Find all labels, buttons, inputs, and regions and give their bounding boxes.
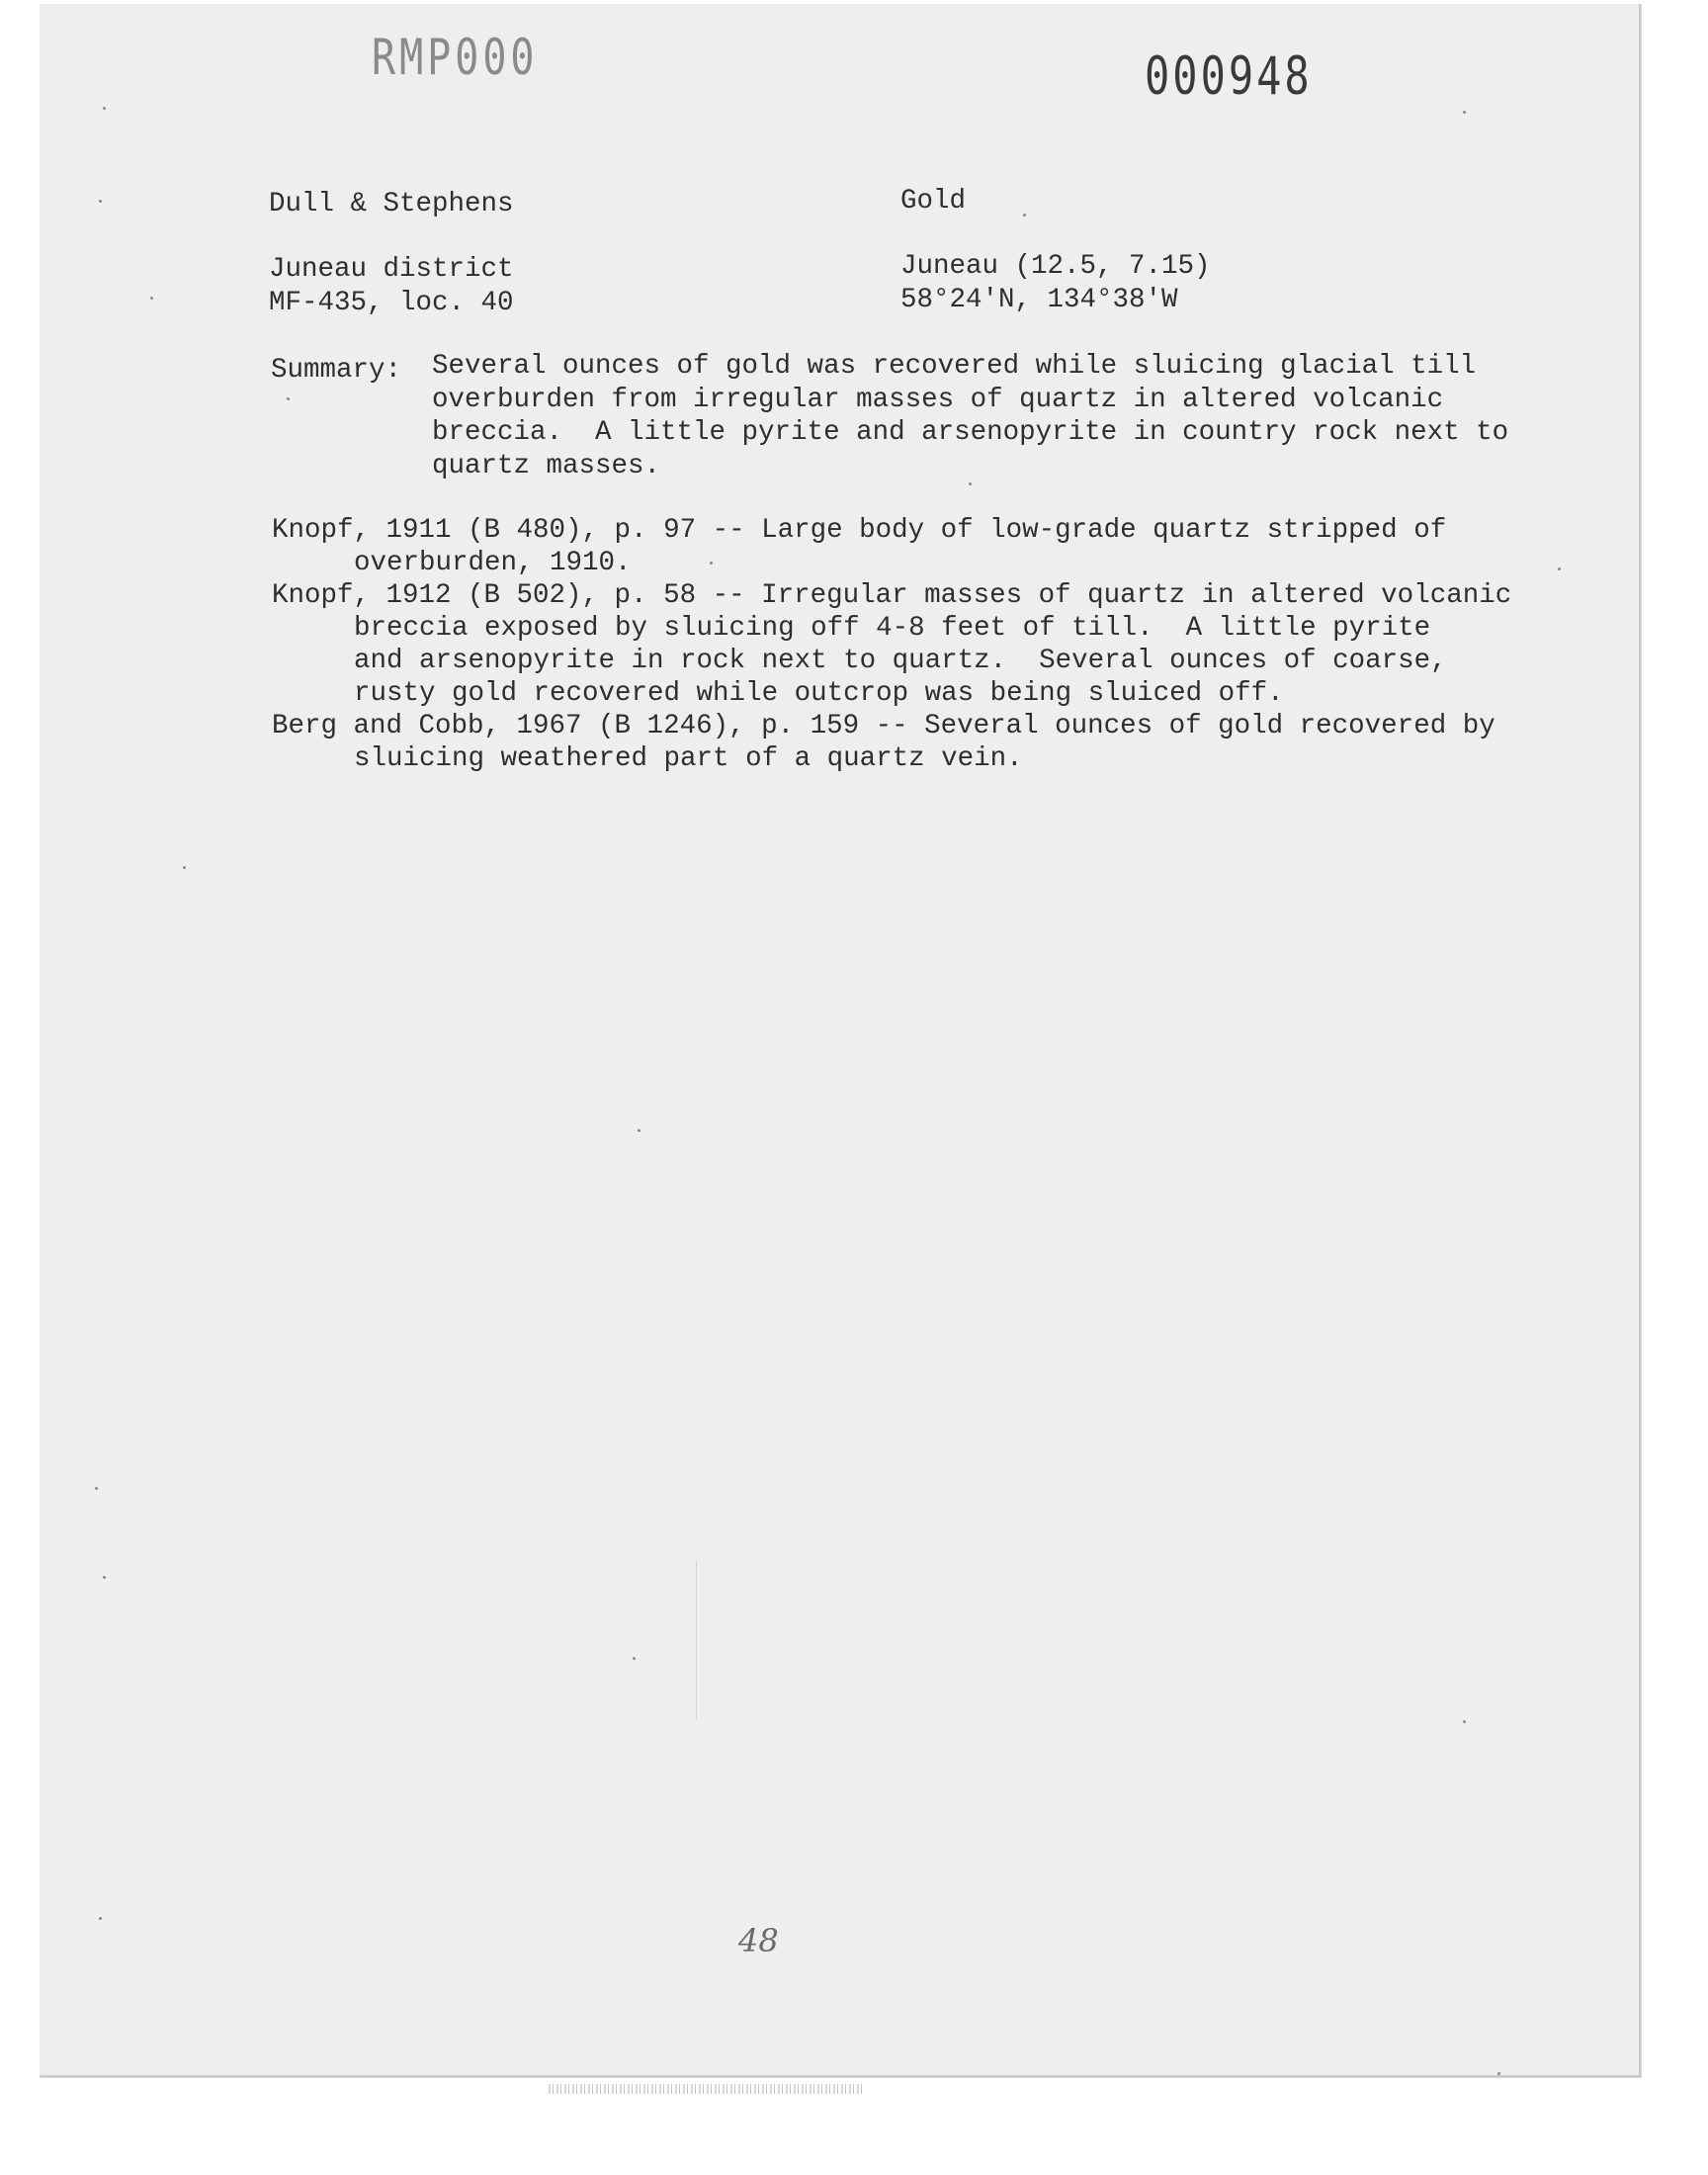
scan-strip: [549, 2084, 865, 2094]
scan-speck: [99, 200, 102, 203]
map-reference: MF-435, loc. 40: [269, 288, 514, 318]
scan-speck: [1463, 1720, 1466, 1723]
reference-line: and arsenopyrite in rock next to quartz. Several ounces of coarse,: [354, 646, 1447, 676]
document-page: [40, 4, 1641, 2077]
scan-speck: [150, 297, 153, 300]
scan-speck: [1023, 214, 1026, 217]
scan-speck: [969, 482, 972, 485]
summary-line: quartz masses.: [432, 451, 661, 481]
summary-line: Several ounces of gold was recovered while sluicing glacial till: [432, 351, 1477, 382]
summary-line: overburden from irregular masses of quartz in altered volcanic: [432, 385, 1444, 415]
scan-speck: [99, 1917, 102, 1920]
scan-crease: [696, 1561, 697, 1719]
scan-speck: [638, 1129, 640, 1132]
coordinates: 58°24'N, 134°38'W: [900, 285, 1178, 315]
authors: Dull & Stephens: [269, 189, 514, 219]
reference-line: rusty gold recovered while outcrop was being sluiced off.: [354, 678, 1284, 709]
reference-line: Knopf, 1911 (B 480), p. 97 -- Large body of low-grade quartz stripped of: [272, 515, 1447, 546]
stamp-left: RMP000: [372, 30, 539, 87]
district: Juneau district: [269, 254, 514, 285]
scan-speck: [1497, 2072, 1500, 2075]
reference-line: overburden, 1910.: [354, 548, 632, 578]
scan-speck: [1558, 567, 1561, 570]
scan-speck: [103, 1576, 106, 1579]
scan-speck: [95, 1487, 98, 1490]
scan-speck: [287, 397, 290, 400]
scan-speck: [183, 866, 186, 869]
scan-speck: [103, 107, 106, 110]
scan-speck: [1463, 111, 1466, 114]
reference-line: sluicing weathered part of a quartz vein.: [354, 743, 1023, 774]
quadrangle: Juneau (12.5, 7.15): [900, 251, 1211, 282]
reference-line: breccia exposed by sluicing off 4-8 feet of till. A little pyrite: [354, 613, 1431, 644]
summary-line: breccia. A little pyrite and arsenopyrite in country rock next to: [432, 417, 1509, 448]
reference-line: Knopf, 1912 (B 502), p. 58 -- Irregular masses of quartz in altered volcanic: [272, 580, 1512, 611]
document-number: 000948: [1145, 45, 1313, 107]
commodity: Gold: [900, 186, 967, 217]
scan-speck: [710, 562, 713, 565]
reference-line: Berg and Cobb, 1967 (B 1246), p. 159 -- Several ounces of gold recovered by: [272, 711, 1495, 741]
summary-label: Summary:: [271, 355, 402, 386]
page-number: 48: [738, 1922, 779, 1959]
scan-speck: [633, 1657, 636, 1660]
